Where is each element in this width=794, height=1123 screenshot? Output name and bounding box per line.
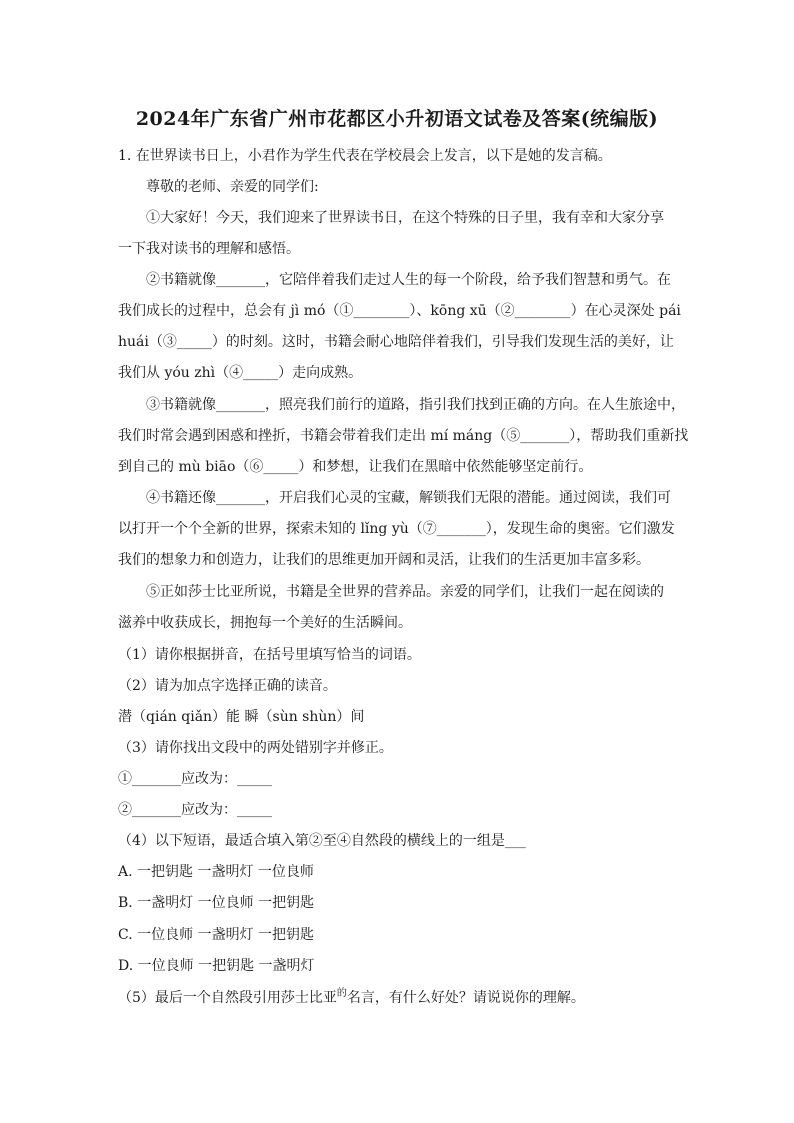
paragraph-3-line: ③书籍就像_______，照亮我们前行的道路，指引我们找到正确的方向。在人生旅途中， xyxy=(146,397,685,413)
subquestion-5 xyxy=(118,988,688,1010)
paragraph-4-line: 以打开一个个全新的世界，探索未知的 lǐng yù（⑦_______），发现生命的奥密。它们激发 xyxy=(118,521,675,537)
option-d: D. 一位良师 一把钥匙 一盏明灯 xyxy=(118,958,315,974)
paragraph-3-line: 我们时常会遇到困惑和挫折，书籍会带着我们走出 mí máng（⑤_______），帮助我们重新找 xyxy=(118,428,689,444)
page-title: 2024年广东省广州市花都区小升初语文试卷及答案(统编版) xyxy=(135,108,659,130)
paragraph-4-line: 我们的想象力和创造力，让我们的思维更加开阔和灵活，让我们的生活更加丰富多彩。 xyxy=(118,552,650,568)
option-c: C. 一位良师 一盏明灯 一把钥匙 xyxy=(118,927,315,943)
subquestion-5-superscript: 的 xyxy=(336,988,347,999)
paragraph-5-line: 滋养中收获成长，拥抱每一个美好的生活瞬间。 xyxy=(118,615,412,631)
speech-greeting: 尊敬的老师、亲爱的同学们: xyxy=(146,179,319,195)
option-b: B. 一盏明灯 一位良师 一把钥匙 xyxy=(118,895,315,911)
paragraph-1-line: ①大家好！今天，我们迎来了世界读书日，在这个特殊的日子里，我有幸和大家分享 xyxy=(146,210,664,226)
paragraph-4-line: ④书籍还像_______，开启我们心灵的宝藏，解锁我们无限的潜能。通过阅读，我们可 xyxy=(146,490,671,506)
option-a: A. 一把钥匙 一盏明灯 一位良师 xyxy=(118,864,314,880)
subquestion-2: （2）请为加点字选择正确的读音。 xyxy=(118,678,337,694)
subquestion-5-part-b: 名言，有什么好处？请说说你的理解。 xyxy=(346,990,585,1006)
paragraph-2-line: huái（③_____）的时刻。这时，书籍会耐心地陪伴着我们，引导我们发现生活的美好，让 xyxy=(118,334,674,350)
question-stem: 1. 在世界读书日上，小君作为学生代表在学校晨会上发言，以下是她的发言稿。 xyxy=(118,148,612,164)
paragraph-5-line: ⑤正如莎士比亚所说，书籍是全世界的营养品。亲爱的同学们，让我们一起在阅读的 xyxy=(146,584,664,600)
subquestion-4: （4）以下短语，最适合填入第②至④自然段的横线上的一组是___ xyxy=(118,833,526,849)
paragraph-2-line: 我们从 yóu zhì（④_____）走向成熟。 xyxy=(118,365,363,381)
subquestion-3: （3）请你找出文段中的两处错别字并修正。 xyxy=(118,740,393,756)
correction-line-2: ②_______应改为：_____ xyxy=(118,802,272,818)
paragraph-2-line: ②书籍就像_______，它陪伴着我们走过人生的每一个阶段，给予我们智慧和勇气。在 xyxy=(146,272,671,288)
correction-line-1: ①_______应改为：_____ xyxy=(118,771,272,787)
paragraph-1-line: 一下我对读书的理解和感悟。 xyxy=(118,241,300,257)
pronunciation-options: 潜（qián qiǎn）能 瞬（sùn shùn）间 xyxy=(118,709,365,725)
subquestion-1: （1）请你根据拼音，在括号里填写恰当的词语。 xyxy=(118,647,421,663)
paragraph-3-line: 到自己的 mù biāo（⑥_____）和梦想，让我们在黑暗中依然能够坚定前行。 xyxy=(118,459,593,475)
subquestion-5-part-a: （5）最后一个自然段引用莎士比亚 xyxy=(118,990,337,1006)
paragraph-2-line: 我们成长的过程中，总会有 jì mó（①________）、kōng xū（②________）在心灵深处 pái xyxy=(118,303,681,319)
